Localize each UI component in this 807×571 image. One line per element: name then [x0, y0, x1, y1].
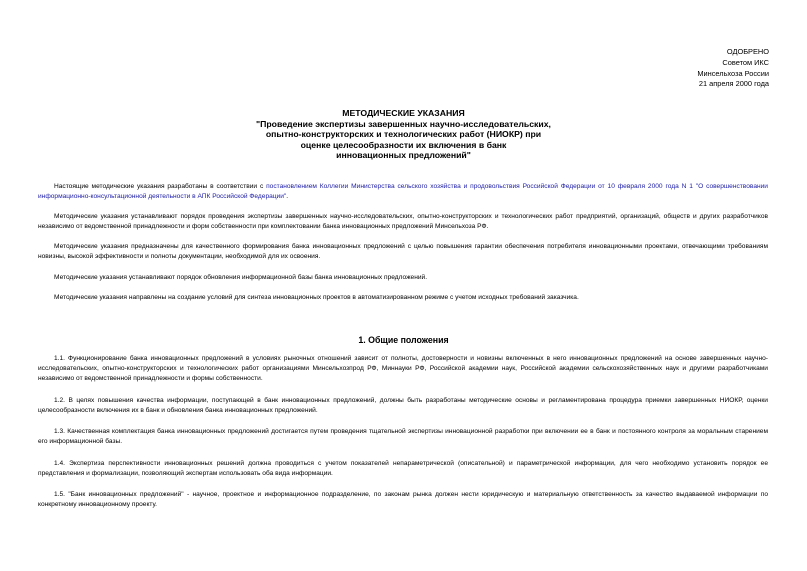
- section-paragraph-1-4: 1.4. Экспертиза перспективности инновационных решений должна проводиться с учетом показателей непараметрической (описательной) и параметрической информации, для чего необходимо установить порядок ее представления и формализации, позволяющий экспертам использовать оба вида информации.: [38, 460, 768, 478]
- intro-paragraph-5: Методические указания направлены на создание условий для синтеза инновационных проектов в автоматизированном режиме с учетом исходных требований заказчика.: [54, 294, 579, 301]
- resolution-link[interactable]: постановлением Коллегии Министерства сельского хозяйства и продовольствия Российской Федерации от 10 февраля 2000 года N 1 "О совершенствовании информационно-консультационной деятельности в АПК Российской Федерации": [38, 183, 768, 201]
- intro-text: .: [286, 193, 289, 201]
- title-line: МЕТОДИЧЕСКИЕ УКАЗАНИЯ: [342, 108, 465, 118]
- section-paragraph-1-2: 1.2. В целях повышения качества информации, поступающей в банк инновационных предложений, должны быть разработаны методические основы и регламентирована процедура приемки завершенных НИОКР, оценки целесообразности включения их в банк и обновления банка инновационных предложений.: [38, 397, 768, 415]
- section-paragraph-1-1: 1.1. Функционирование банка инновационных предложений в условиях рыночных отношений зависит от полноты, достоверности и новизны включенных в него инновационных предложений на основе завершенных научно-исследовательских, опытно-конструкторских и технологических работ организациями Минсельхозпрод РФ, Миннауки РФ, Российской академии наук, Российской академии сельскохозяйственных наук и другими разработчиками независимо от ведомственной принадлежности и формы собственности.: [38, 355, 768, 383]
- section-paragraph-1-3: 1.3. Качественная комплектация банка инновационных предложений достигается путем проведения тщательной экспертизы инновационной разработки при включении ее в банк и постоянного контроля за моральным старением его информационной базы.: [38, 428, 768, 446]
- intro-paragraph-3: Методические указания предназначены для качественного формирования банка инновационных предложений с целью повышения гарантии обеспечения потребителя инновационными проектами, отвечающими требованиям новизны, высокой эффективности и полноты документации, необходимой для их освоения.: [38, 243, 768, 261]
- title-line: оценке целесообразности их включения в банк: [300, 139, 507, 150]
- approval-status: ОДОБРЕНО: [726, 47, 769, 56]
- approval-date: 21 апреля 2000 года: [698, 79, 769, 89]
- intro-paragraph-2: Методические указания устанавливают порядок проведения экспертизы завершенных научно-исследовательских, опытно-конструкторских и технологических работ предприятий, организаций, обществ и других разработчиков независимо от ведомственной принадлежности и форм собственности при комплектовании банка инновационных предложений Минсельхоза РФ.: [38, 213, 768, 231]
- title-line: "Проведение экспертизы завершенных научно-исследовательских,: [256, 118, 551, 129]
- document-title: [0, 108, 807, 161]
- intro-paragraph-4: Методические указания устанавливают порядок обновления информационной базы банка инновационных предложений.: [54, 274, 428, 281]
- approval-stamp: [697, 47, 769, 90]
- title-line: инновационных предложений": [336, 150, 471, 161]
- title-line: опытно-конструкторских и технологических работ (НИОКР) при: [265, 129, 542, 140]
- approval-body: Советом ИКС: [722, 57, 769, 67]
- section-heading: 1. Общие положения: [358, 335, 449, 345]
- intro-paragraph-1: [38, 182, 768, 202]
- section-paragraph-1-5: 1.5. "Банк инновационных предложений" - научное, проектное и информационное подразделение, по законам рынка должен нести юридическую и материальную ответственность за качество выдаваемой информации по конкретному инновационному проекту.: [38, 491, 768, 509]
- approval-ministry: Минсельхоза России: [697, 68, 769, 78]
- intro-text: Настоящие методические указания разработаны в соответствии с: [54, 183, 267, 190]
